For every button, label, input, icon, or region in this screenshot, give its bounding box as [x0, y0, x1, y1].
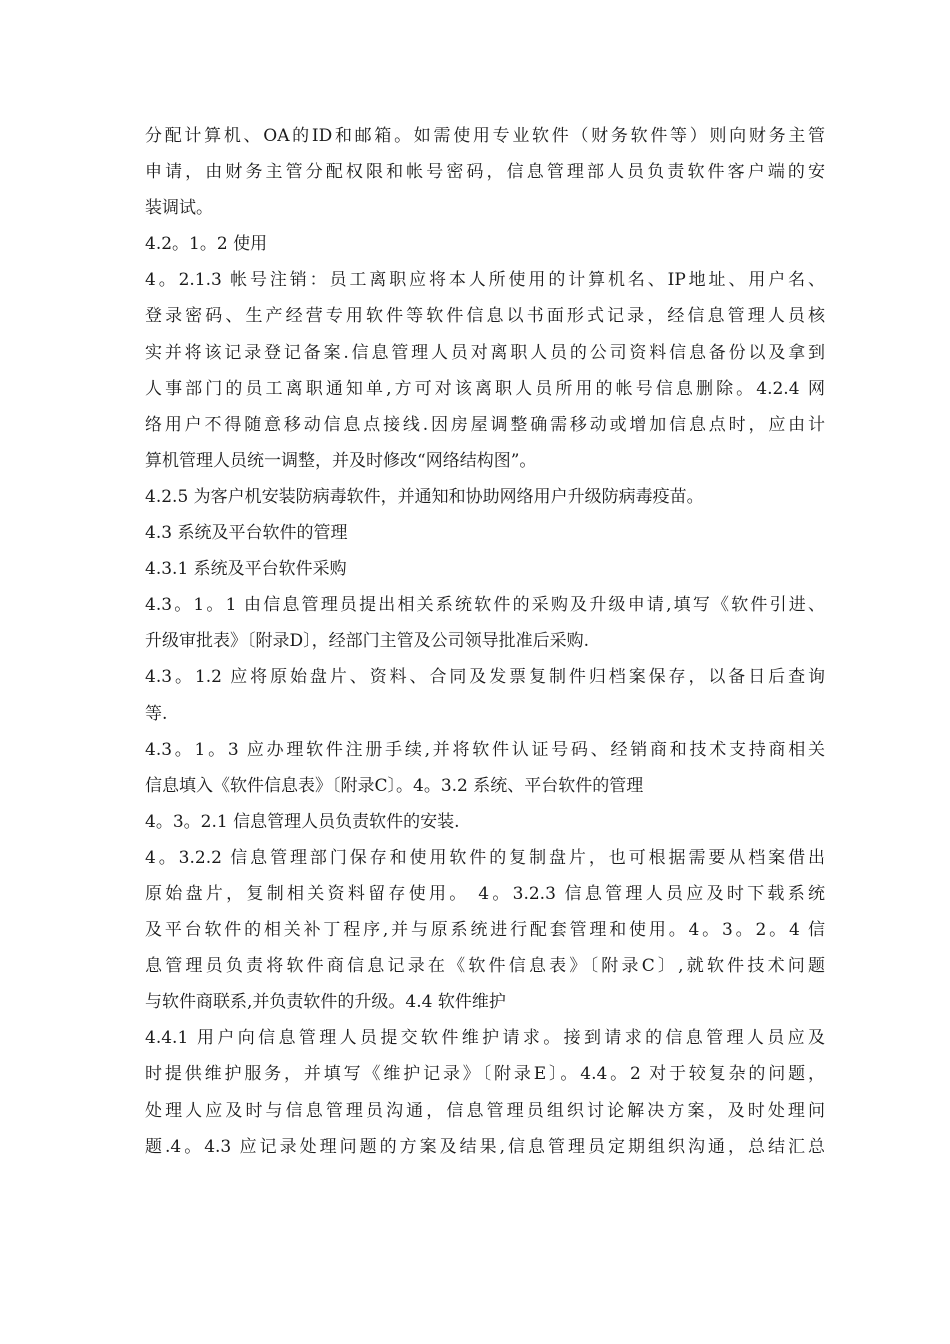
- text-line: 4.2.5 为客户机安装防病毒软件，并通知和协助网络用户升级防病毒疫苗。: [145, 486, 704, 507]
- text-line: 登录密码、生产经营专用软件等软件信息以书面形式记录，经信息管理人员核: [145, 306, 825, 327]
- text-line: 等.: [145, 703, 168, 724]
- text-line: 升级审批表》〔附录D〕，经部门主管及公司领导批准后采购.: [145, 631, 590, 652]
- text-line: 4。3.2.2 信息管理部门保存和使用软件的复制盘片，也可根据需要从档案借出: [145, 847, 825, 868]
- text-line: 装调试。: [145, 198, 213, 219]
- text-line: 题.4。4.3 应记录处理问题的方案及结果,信息管理员定期组织沟通，总结汇总: [145, 1136, 825, 1157]
- text-line: 分配计算机、OA的ID和邮箱。如需使用专业软件（财务软件等）则向财务主管: [145, 126, 825, 146]
- text-line: 4.2。1。2 使用: [145, 234, 268, 255]
- text-line: 4.3 系统及平台软件的管理: [145, 523, 348, 544]
- text-line: 时提供维护服务，并填写《维护记录》〔附录E〕。4.4。2 对于较复杂的问题，: [145, 1064, 825, 1085]
- text-line: 4.3。1。3 应办理软件注册手续,并将软件认证号码、经销商和技术支持商相关: [145, 739, 825, 760]
- text-line: 络用户不得随意移动信息点接线.因房屋调整确需移动或增加信息点时，应由计: [145, 414, 825, 435]
- document-body: [145, 118, 825, 1165]
- text-line: 4.3。1.2 应将原始盘片、资料、合同及发票复制件归档案保存，以备日后查询: [145, 667, 825, 688]
- text-line: 人事部门的员工离职通知单,方可对该离职人员所用的帐号信息删除。4.2.4 网: [145, 378, 825, 399]
- text-line: 处理人应及时与信息管理员沟通，信息管理员组织讨论解决方案，及时处理问: [145, 1100, 825, 1121]
- text-line: 4.3.1 系统及平台软件采购: [145, 559, 347, 580]
- text-line: 申请，由财务主管分配权限和帐号密码，信息管理部人员负责软件客户端的安: [145, 162, 825, 183]
- text-line: 实并将该记录登记备案.信息管理人员对离职人员的公司资料信息备份以及拿到: [145, 342, 825, 363]
- text-line: 原始盘片，复制相关资料留存使用。 4。3.2.3 信息管理人员应及时下载系统: [145, 883, 825, 904]
- text-line: 息管理员负责将软件商信息记录在《软件信息表》〔附录C〕,就软件技术问题: [145, 956, 825, 977]
- text-line: 与软件商联系,并负责软件的升级。4.4 软件维护: [145, 992, 506, 1013]
- text-line: 4.3。1。1 由信息管理员提出相关系统软件的采购及升级申请,填写《软件引进、: [145, 595, 825, 616]
- text-line: 4.4.1 用户向信息管理人员提交软件维护请求。接到请求的信息管理人员应及: [145, 1028, 825, 1049]
- text-line: 4。3。2.1 信息管理人员负责软件的安装.: [145, 811, 460, 832]
- text-line: 算机管理人员统一调整，并及时修改“网络结构图”。: [145, 450, 537, 471]
- text-line: 信息填入《软件信息表》〔附录C〕。4。3.2 系统、平台软件的管理: [145, 775, 644, 796]
- text-line: 及平台软件的相关补丁程序,并与原系统进行配套管理和使用。4。3。2。4 信: [145, 920, 825, 941]
- text-line: 4。2.1.3 帐号注销：员工离职应将本人所使用的计算机名、IP地址、用户名、: [145, 270, 825, 291]
